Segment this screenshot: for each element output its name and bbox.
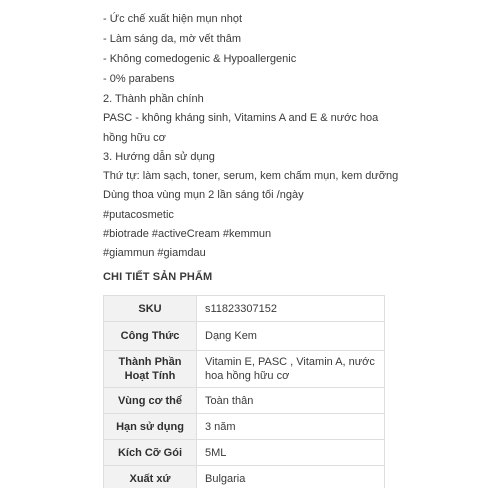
description-line: - Không comedogenic & Hypoallergenic	[103, 53, 297, 65]
spec-key: SKU	[104, 296, 197, 322]
spec-value: s11823307152	[197, 296, 385, 322]
spec-key: Kích Cỡ Gói	[104, 440, 197, 466]
spec-key: Xuất xứ	[104, 466, 197, 488]
spec-value: 5ML	[197, 440, 385, 466]
description-line: PASC - không kháng sinh, Vitamins A and E & nước hoa	[103, 112, 379, 124]
product-details-table	[103, 295, 385, 488]
spec-key: Vùng cơ thể	[104, 388, 197, 414]
spec-value: Vitamin E, PASC , Vitamin A, nước hoa hồng hữu cơ	[197, 351, 385, 388]
spec-value: Bulgaria	[197, 466, 385, 488]
table-row	[104, 388, 385, 414]
table-row	[104, 296, 385, 322]
table-row	[104, 466, 385, 488]
spec-key: Công Thức	[104, 322, 197, 351]
description-line: hồng hữu cơ	[103, 132, 166, 144]
spec-key: Hạn sử dụng	[104, 414, 197, 440]
spec-key: Thành Phần Hoạt Tính	[104, 351, 197, 388]
section-title-usage: 3. Hướng dẫn sử dụng	[103, 151, 215, 163]
spec-value: Dạng Kem	[197, 322, 385, 351]
hashtag-line[interactable]: #giammun #giamdau	[103, 247, 206, 259]
table-row	[104, 322, 385, 351]
description-line: - Làm sáng da, mờ vết thâm	[103, 33, 242, 45]
description-line: Thứ tự: làm sạch, toner, serum, kem chấm mụn, kem dưỡng	[103, 170, 399, 182]
description-line: Dùng thoa vùng mụn 2 lần sáng tối /ngày	[103, 189, 304, 201]
hashtag-line[interactable]: #putacosmetic	[103, 209, 174, 221]
description-line: - 0% parabens	[103, 73, 175, 85]
table-row	[104, 351, 385, 388]
product-details-heading: CHI TIẾT SẢN PHẨM	[103, 271, 213, 283]
table-row	[104, 414, 385, 440]
spec-value: 3 năm	[197, 414, 385, 440]
section-title-ingredients: 2. Thành phần chính	[103, 93, 204, 105]
table-row	[104, 440, 385, 466]
hashtag-line[interactable]: #biotrade #activeCream #kemmun	[103, 228, 272, 240]
description-line: - Ức chế xuất hiện mụn nhọt	[103, 13, 243, 25]
spec-value: Toàn thân	[197, 388, 385, 414]
